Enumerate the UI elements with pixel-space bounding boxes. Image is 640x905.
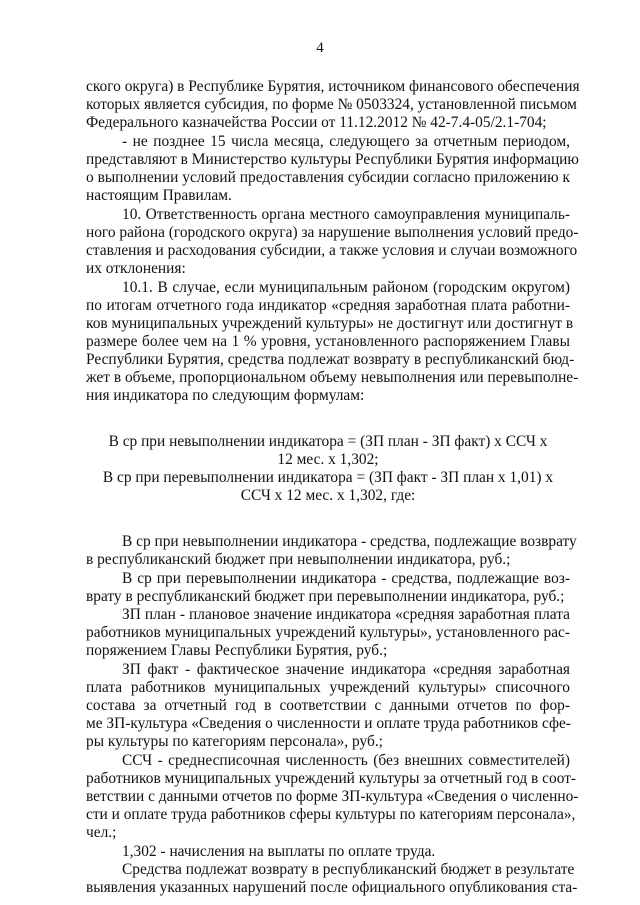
- text-line: сти и оплате труда работников сферы культуры по категориям персонала»,: [86, 806, 576, 823]
- formula-line: 12 мес. х 1,302;: [277, 451, 379, 468]
- text-line: в республиканский бюджет при невыполнении индикатора, руб.;: [86, 551, 511, 568]
- text-line: чел.;: [86, 824, 117, 841]
- text-line: плата работников муниципальных учреждений культуры» списочного: [86, 679, 570, 696]
- text-line: жет в объеме, пропорциональном объему невыполнения или перевыполне-: [86, 369, 579, 386]
- text-line: ры культуры по категориям персонала», руб.;: [86, 733, 383, 750]
- text-line: Республики Бурятия, средства подлежат возврату в республиканский бюд-: [86, 351, 575, 368]
- text-line: ветствии с данными отчетов по форме ЗП-культура «Сведения о численно-: [86, 788, 579, 805]
- text-line: ния индикатора по следующим формулам:: [86, 387, 365, 404]
- text-line: 1,302 - начисления на выплаты по оплате труда.: [122, 843, 436, 860]
- text-line: Средства подлежат возврату в республиканский бюджет в результате: [122, 861, 575, 878]
- text-line: ставления и расходования субсидии, а также условия и случаи возможного: [86, 242, 578, 259]
- page-number: 4: [316, 40, 324, 56]
- text-line: представляют в Министерство культуры Республики Бурятия информацию: [86, 151, 579, 168]
- text-line: работников муниципальных учреждений культуры за отчетный год в соот-: [86, 770, 577, 787]
- text-line: настоящим Правилам.: [86, 187, 232, 204]
- text-line: ского округа) в Республике Бурятия, источником финансового обеспечения: [86, 78, 580, 95]
- text-line: ме ЗП-культура «Сведения о численности и оплате труда работников сфе-: [86, 715, 571, 732]
- text-line: состава за отчетный год в соответствии с данными отчетов по фор-: [86, 697, 570, 714]
- text-line: которых является субсидия, по форме № 0503324, установленной письмом: [86, 96, 577, 113]
- text-line: ЗП план - плановое значение индикатора «средняя заработная плата: [122, 606, 570, 623]
- formula-line: В ср при перевыполнении индикатора = (ЗП факт - ЗП план х 1,01) х: [102, 469, 554, 486]
- text-line: ного района (городского округа) за нарушение выполнения условий предо-: [86, 224, 579, 241]
- text-line: ССЧ - среднесписочная численность (без внешних совместителей): [122, 752, 570, 769]
- text-line: врату в республиканский бюджет при перевыполнении индикатора, руб.;: [86, 588, 565, 605]
- text-line: 10.1. В случае, если муниципальным районом (городским округом): [122, 279, 570, 296]
- formula-line: В ср при невыполнении индикатора = (ЗП план - ЗП факт) х ССЧ х: [108, 433, 548, 450]
- text-line: о выполнении условий предоставления субсидии согласно приложению к: [86, 169, 570, 186]
- text-line: выявления указанных нарушений после официального опубликования ста-: [86, 879, 578, 896]
- text-line: их отклонения:: [86, 260, 186, 277]
- text-line: работников муниципальных учреждений культуры», установленного рас-: [86, 624, 570, 641]
- text-line: В ср при невыполнении индикатора - средства, подлежащие возврату: [122, 533, 577, 550]
- text-line: Федерального казначейства России от 11.12.2012 № 42-7.4-05/2.1-704;: [86, 114, 547, 131]
- formula-line: ССЧ х 12 мес. х 1,302, где:: [240, 487, 416, 504]
- text-line: ЗП факт - фактическое значение индикатора «средняя заработная: [122, 661, 570, 678]
- text-line: поряжением Главы Республики Бурятия, руб.;: [86, 642, 388, 659]
- text-line: - не позднее 15 числа месяца, следующего за отчетным периодом,: [122, 133, 570, 150]
- text-line: ков муниципальных учреждений культуры» не достигнут или достигнут в: [86, 315, 574, 332]
- text-line: по итогам отчетного года индикатор «средняя заработная плата работни-: [86, 297, 570, 314]
- text-line: 10. Ответственность органа местного самоуправления муниципаль-: [122, 206, 570, 223]
- text-line: размере более чем на 1 % уровня, установленного распоряжением Главы: [86, 333, 570, 350]
- text-line: В ср при перевыполнении индикатора - средства, подлежащие воз-: [122, 570, 570, 587]
